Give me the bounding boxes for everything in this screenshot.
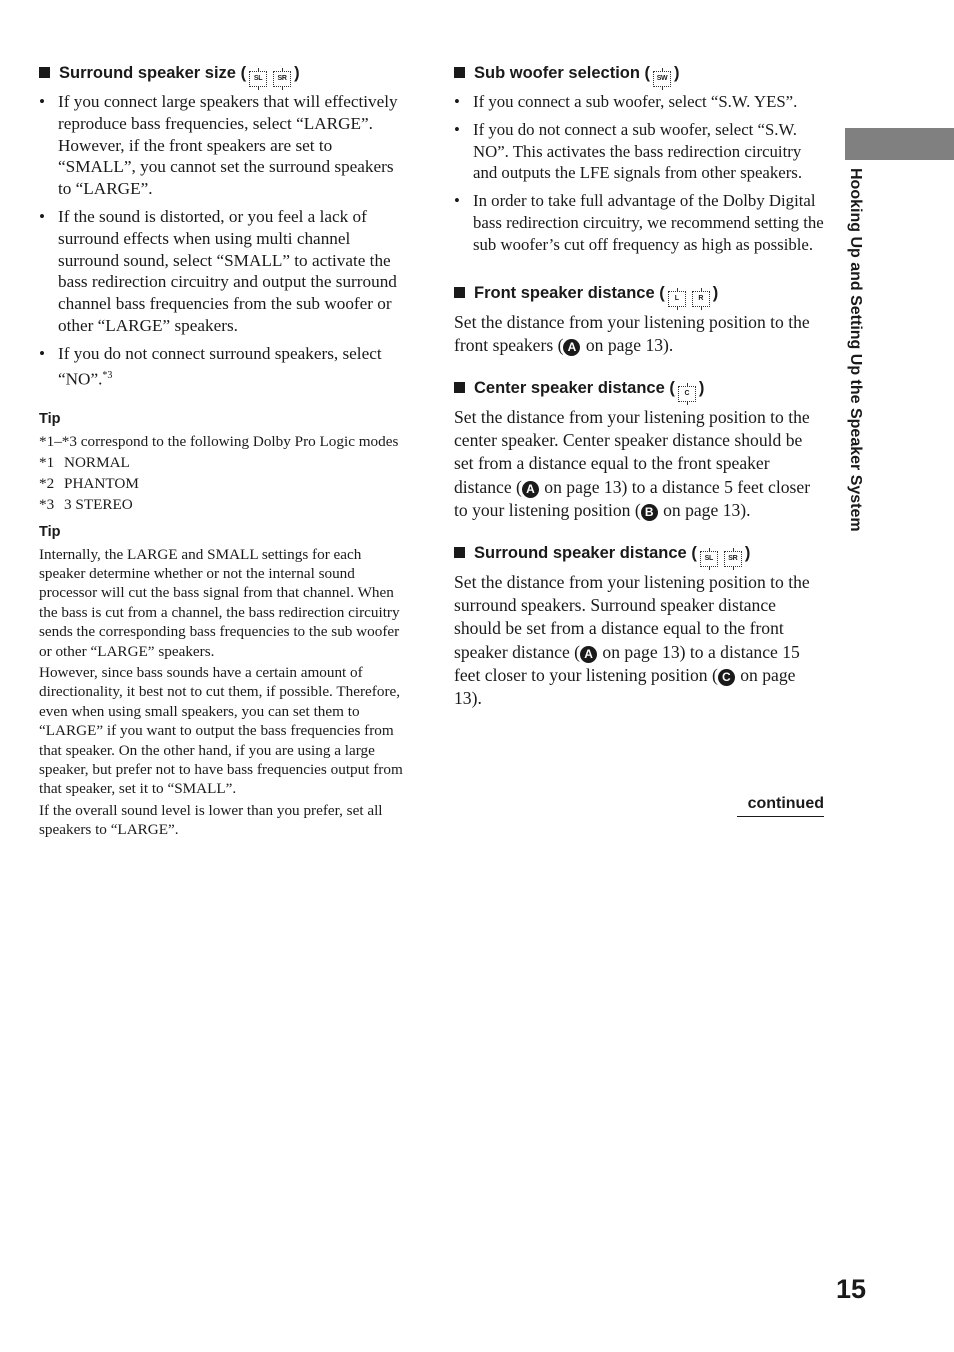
list-item: • If you do not connect a sub woofer, select “S.W. NO”. This activates the bass redirection circuitry and outputs the LFE signals from other speakers. bbox=[454, 119, 826, 184]
list-item: • If the sound is distorted, or you feel a lack of surround effects when using multi channel surround sound, select “SMALL” to activate the bass redirection circuitry and output the surround channel bass frequencies from the sub woofer or other “LARGE” speakers. bbox=[39, 206, 407, 337]
section-square-icon bbox=[454, 287, 465, 298]
list-item: • If you connect a sub woofer, select “S.W. YES”. bbox=[454, 91, 826, 113]
surround-right-icon: SR bbox=[273, 71, 291, 87]
front-left-icon: L bbox=[668, 291, 686, 307]
tip-mode-row: *2 PHANTOM bbox=[39, 474, 139, 492]
center-distance-heading: Center speaker distance ( C ) bbox=[454, 377, 826, 402]
tip-mode-row: *1 NORMAL bbox=[39, 453, 130, 471]
front-distance-text: Set the distance from your listening position to the front speakers ( A on page 13). bbox=[454, 311, 810, 355]
list-item: • If you connect large speakers that will effectively reproduce bass frequencies, select “LARGE”. However, if the front speakers are set to “SMALL”, you cannot set the surround speakers to “LARGE”. bbox=[39, 91, 407, 200]
sub-woofer-list bbox=[454, 91, 826, 256]
surround-size-list bbox=[39, 91, 407, 390]
section-square-icon bbox=[39, 67, 50, 78]
chapter-tab bbox=[845, 128, 954, 160]
tip-label: Tip bbox=[39, 411, 61, 428]
front-right-icon: R bbox=[692, 291, 710, 307]
front-distance-heading: Front speaker distance ( L R ) bbox=[454, 282, 826, 307]
surround-size-heading: Surround speaker size ( SL SR ) bbox=[39, 62, 407, 87]
page-number: 15 bbox=[836, 1274, 867, 1304]
ref-a-icon: A bbox=[580, 646, 597, 663]
surround-left-icon: SL bbox=[249, 71, 267, 87]
section-square-icon bbox=[454, 547, 465, 558]
center-speaker-icon: C bbox=[678, 386, 696, 402]
center-distance-text: Set the distance from your listening position to the center speaker. Center speaker distance should be set from a distance equal to the front speaker distance ( A on page 13) to a distance 5 feet closer to your listening position ( B on page 13). bbox=[454, 406, 811, 520]
tip-paragraph: However, since bass sounds have a certain amount of directionality, it best not to cut them, if possible. Therefore, even when using small speakers, you can set them to “LARGE” if you want to output the bass frequencies from that speaker. On the other hand, if you are using a large speaker, but prefer not to have bass frequencies output from that speaker, set it to “SMALL”. bbox=[39, 663, 403, 798]
left-column bbox=[39, 62, 407, 840]
chapter-title: Hooking Up and Setting Up the Speaker System bbox=[847, 168, 864, 532]
ref-c-icon: C bbox=[718, 669, 735, 686]
section-square-icon bbox=[454, 67, 465, 78]
continued-marker: continued bbox=[737, 793, 824, 817]
list-item: • If you do not connect surround speakers, select “NO”.$^{*3}$ bbox=[39, 343, 407, 390]
tip-paragraph: If the overall sound level is lower than you prefer, set all speakers to “LARGE”. bbox=[39, 801, 383, 839]
surround-left-icon: SL bbox=[700, 551, 718, 567]
footnote-ref: *3 bbox=[102, 369, 113, 381]
tip-mode-row: *3 3 STEREO bbox=[39, 495, 133, 513]
ref-a-icon: A bbox=[563, 339, 580, 356]
sub-woofer-icon: SW bbox=[653, 71, 671, 87]
tip-text: *1–*3 correspond to the following Dolby Pro Logic modes bbox=[39, 433, 399, 451]
right-column bbox=[454, 62, 826, 710]
tip-label: Tip bbox=[39, 523, 61, 540]
list-item: • In order to take full advantage of the Dolby Digital bass redirection circuitry, we recommend setting the sub woofer’s cut off frequency as high as possible. bbox=[454, 190, 826, 255]
sub-woofer-heading: Sub woofer selection ( SW ) bbox=[454, 62, 826, 87]
section-square-icon bbox=[454, 382, 465, 393]
surround-distance-heading: Surround speaker distance ( SL SR ) bbox=[454, 542, 826, 567]
ref-a-icon: A bbox=[522, 481, 539, 498]
ref-b-icon: B bbox=[641, 504, 658, 521]
surround-distance-text: Set the distance from your listening position to the surround speakers. Surround speaker distance should be set from a distance equal to the front speaker distance ( A on page 13) to a distance 15 feet closer to your listening position ( C on page 13). bbox=[454, 572, 810, 709]
surround-right-icon: SR bbox=[724, 551, 742, 567]
tip-paragraph: Internally, the LARGE and SMALL settings for each speaker determine whether or not the internal sound processor will cut the bass signal from that channel. When the bass is cut from a channel, the bass redirection circuitry sends the corresponding bass frequencies to the sub woofer or other “LARGE” speakers. bbox=[39, 545, 400, 660]
